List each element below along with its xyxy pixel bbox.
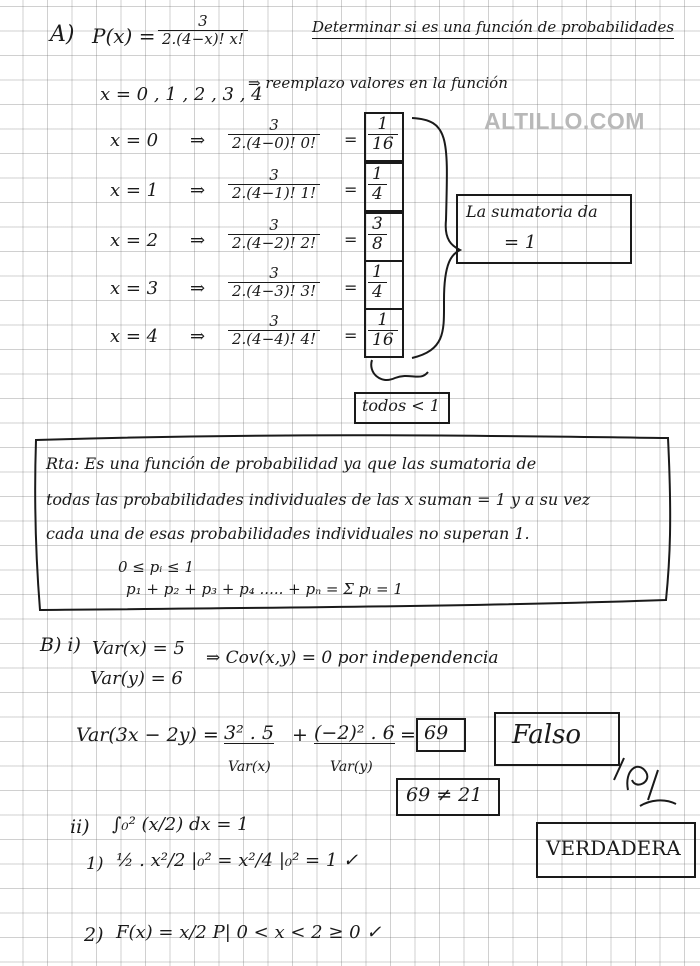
todos-note: todos < 1 [362, 396, 440, 415]
row-result-numerator: 1 [377, 310, 389, 330]
function-denominator: 2.(4−x)! x! [158, 30, 248, 48]
row-denominator: 2.(4−3)! 3! [228, 282, 320, 300]
row-x: x = 1 [110, 180, 159, 201]
term2: (−2)² . 6 [314, 722, 395, 744]
row-result-denominator: 16 [368, 330, 398, 350]
row-result-numerator: 1 [372, 262, 383, 282]
rta-line1: Rta: Es una función de probabilidad ya que las sumatoria de [46, 454, 537, 473]
row-x: x = 4 [110, 326, 159, 347]
watermark: ALTILLO.COM [484, 108, 645, 134]
row-arrow: ⇒ [190, 180, 206, 201]
row-numerator: 3 [269, 216, 279, 234]
sum-note-line1: La sumatoria da [466, 202, 598, 221]
term1: 3² . 5 [224, 722, 274, 744]
verdict: Falso [512, 720, 582, 750]
row-equals: = [344, 278, 358, 297]
row-result-denominator: 4 [368, 184, 387, 204]
function-numerator: 3 [198, 12, 208, 30]
row-result-numerator: 1 [372, 164, 383, 184]
row-numerator: 3 [269, 116, 279, 134]
row-equals: = [344, 130, 358, 149]
row-x: x = 2 [110, 230, 159, 251]
compare: 69 ≠ 21 [406, 784, 483, 806]
rta-line3: cada una de esas probabilidades individuales no superan 1. [46, 524, 530, 543]
sum-note-line2: = 1 [504, 232, 537, 253]
part-b-label: B) i) [40, 634, 81, 656]
term1-label: Var(x) [228, 759, 271, 775]
row-equals: = [344, 326, 358, 345]
equals-sign: = [400, 724, 416, 746]
rta-inequality: 0 ≤ pᵢ ≤ 1 [118, 558, 194, 576]
part-a-label: A) [50, 22, 75, 47]
step2: F(x) = x/2 P| 0 < x < 2 ≥ 0 ✓ [116, 922, 382, 943]
row-arrow: ⇒ [190, 326, 206, 347]
row-x: x = 3 [110, 278, 159, 299]
row-equals: = [344, 180, 358, 199]
row-numerator: 3 [269, 312, 279, 330]
values-note: ⇒ reemplazo valores en la función [248, 74, 508, 92]
row-result-numerator: 3 [372, 214, 383, 234]
row-denominator: 2.(4−2)! 2! [228, 234, 320, 252]
step1: ½ . x²/2 |₀² = x²/4 |₀² = 1 ✓ [116, 850, 359, 871]
integral: ∫₀² (x/2) dx = 1 [112, 814, 249, 835]
result-value: 69 [424, 722, 449, 744]
var-y: Var(y) = 6 [90, 668, 183, 689]
values-line: x = 0 , 1 , 2 , 3 , 4 [100, 84, 263, 105]
row-denominator: 2.(4−0)! 0! [228, 134, 320, 152]
step1-label: 1) [86, 854, 104, 874]
var-expression: Var(3x − 2y) = [76, 724, 219, 746]
row-x: x = 0 [110, 130, 159, 151]
sum-note [466, 204, 616, 264]
row-result-denominator: 8 [368, 234, 387, 254]
row-denominator: 2.(4−1)! 1! [228, 184, 320, 202]
rta-line2: todas las probabilidades individuales de las x suman = 1 y a su vez [46, 490, 591, 509]
row-result-denominator: 16 [368, 134, 398, 154]
part-a-title: Determinar si es una función de probabilidades [312, 20, 674, 39]
row-numerator: 3 [269, 166, 279, 184]
row-equals: = [344, 230, 358, 249]
row-arrow: ⇒ [190, 278, 206, 299]
row-result-numerator: 1 [377, 114, 389, 134]
row-result-denominator: 4 [368, 282, 387, 302]
row-arrow: ⇒ [190, 230, 206, 251]
term2-label: Var(y) [330, 759, 373, 775]
row-numerator: 3 [269, 264, 279, 282]
step2-label: 2) [84, 924, 104, 946]
rta-sum-equation: p₁ + p₂ + p₃ + p₄ ..... + pₙ = Σ pᵢ = 1 [126, 580, 403, 598]
row-arrow: ⇒ [190, 130, 206, 151]
plus-sign: + [292, 724, 308, 746]
var-x: Var(x) = 5 [92, 638, 185, 659]
verdict2: VERDADERA [546, 836, 681, 860]
function-lhs: P(x) = [92, 24, 156, 48]
covariance-note: ⇒ Cov(x,y) = 0 por independencia [206, 648, 499, 668]
part-b-ii-label: ii) [70, 816, 90, 838]
row-denominator: 2.(4−4)! 4! [228, 330, 320, 348]
